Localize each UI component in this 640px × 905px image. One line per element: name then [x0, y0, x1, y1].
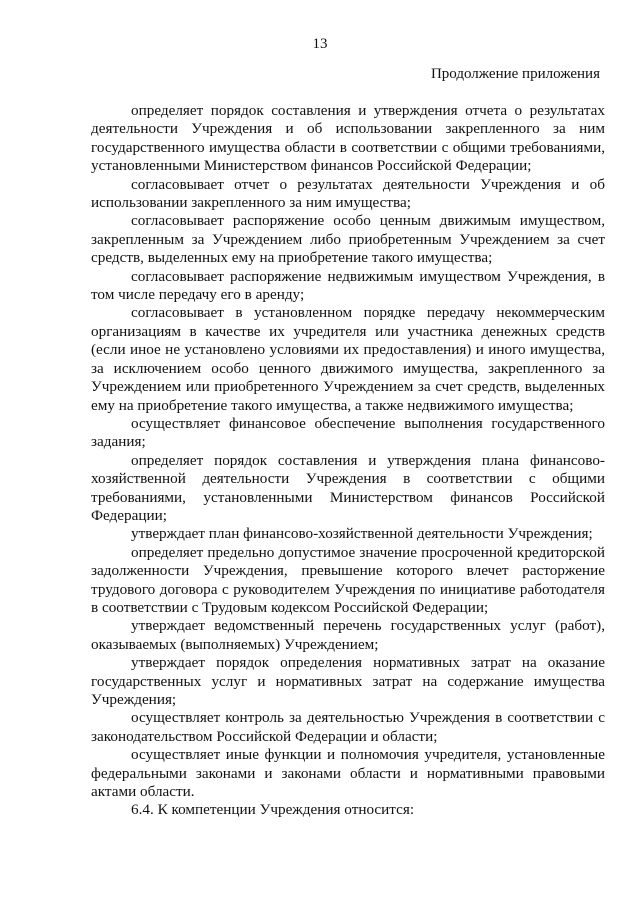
paragraph: осуществляет иные функции и полномочия учредителя, установленные федеральными законами и законами области и нормативными правовыми актами области. [91, 746, 605, 801]
paragraph: утверждает ведомственный перечень государственных услуг (работ), оказываемых (выполняемых) Учреждением; [91, 617, 605, 653]
paragraph: определяет порядок составления и утверждения плана финансово-хозяйственной деятельности Учреждения в соответствии с общими требованиями, установленными Министерством финансов Российской Федерации; [91, 451, 605, 524]
paragraph: осуществляет контроль за деятельностью Учреждения в соответствии с законодательством Российской Федерации и области; [91, 709, 605, 745]
page-number: 13 [312, 36, 328, 52]
paragraph: согласовывает в установленном порядке передачу некоммерческим организациям в качестве их учредителя или участника денежных средств (если иное не установлено условиями их предоставления) и иного имущества, за исключением особо ценного движимого имущества, закрепленного за Учреждением или приобретенного Учреждением за счет средств, выделенных ему на приобретение такого имущества, а также недвижимого имущества; [91, 304, 605, 414]
continuation-label: Продолжение приложения [430, 66, 600, 82]
paragraph: утверждает порядок определения нормативных затрат на оказание государственных услуг и нормативных затрат на содержание имущества Учреждения; [91, 654, 605, 708]
paragraph: определяет порядок составления и утверждения отчета о результатах деятельности Учреждения и об использовании закрепленного за ним государственного имущества области в соответствии с общими требованиями, установленными Министерством финансов Российской Федерации; [91, 102, 605, 175]
paragraph: согласовывает распоряжение особо ценным движимым имуществом, закрепленным за Учреждением либо приобретенным Учреждением за счет средств, выделенных ему на приобретение такого имущества; [91, 212, 605, 267]
paragraph: согласовывает распоряжение недвижимым имуществом Учреждения, в том числе передачу его в аренду; [91, 267, 605, 304]
paragraph: осуществляет финансовое обеспечение выполнения государственного задания; [91, 414, 605, 451]
section-heading: 6.4. К компетенции Учреждения относится: [131, 801, 415, 819]
paragraph: согласовывает отчет о результатах деятельности Учреждения и об использовании закрепленного за ним имущества; [91, 175, 605, 212]
paragraph: определяет предельно допустимое значение просроченной кредиторской задолженности Учреждения, превышение которого влечет расторжение трудового договора с руководителем Учреждения по инициативе работодателя в соответствии с Трудовым кодексом Российской Федерации; [91, 543, 605, 616]
paragraph: утверждает план финансово-хозяйственной деятельности Учреждения; [131, 525, 593, 543]
document-body [91, 102, 605, 820]
